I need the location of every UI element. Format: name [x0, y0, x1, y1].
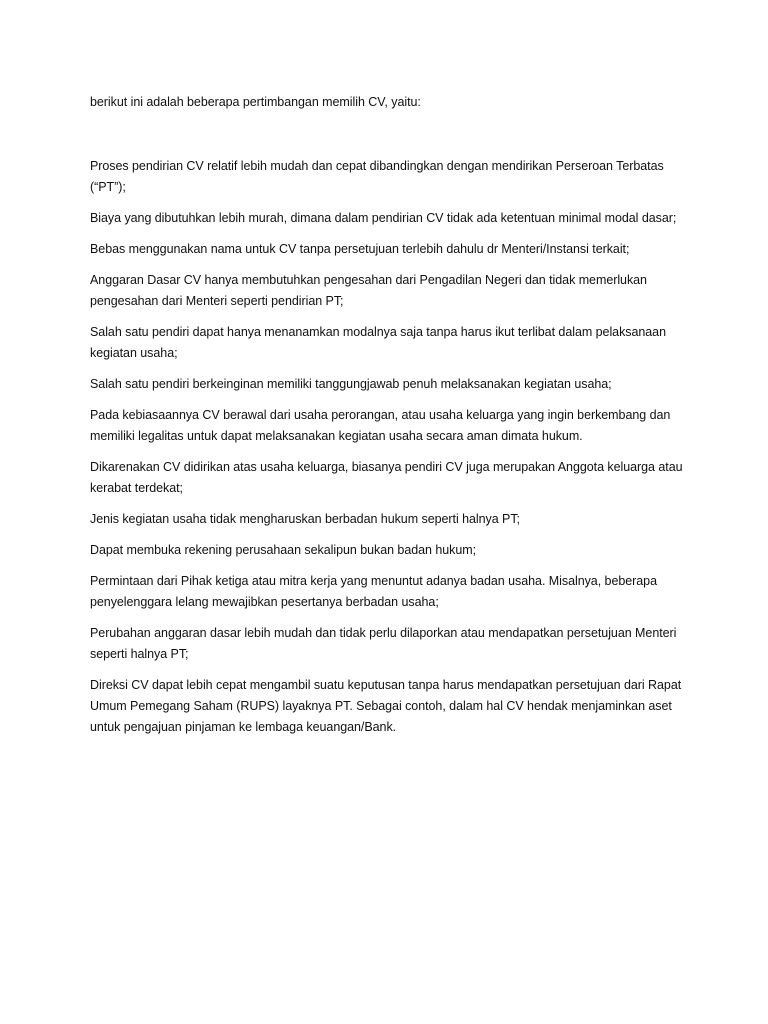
paragraph-6: Salah satu pendiri berkeinginan memiliki tanggungjawab penuh melaksanakan kegiatan usaha;: [90, 377, 612, 391]
paragraph-3: Bebas menggunakan nama untuk CV tanpa persetujuan terlebih dahulu dr Menteri/Instansi terkait;: [90, 242, 630, 256]
intro-paragraph: berikut ini adalah beberapa pertimbangan memilih CV, yaitu:: [90, 95, 421, 109]
paragraph-12: Perubahan anggaran dasar lebih mudah dan tidak perlu dilaporkan atau mendapatkan persetujuan Menteri seperti halnya PT;: [90, 626, 677, 661]
paragraph-9: Jenis kegiatan usaha tidak mengharuskan berbadan hukum seperti halnya PT;: [90, 512, 520, 526]
paragraph-13: Direksi CV dapat lebih cepat mengambil suatu keputusan tanpa harus mendapatkan persetujuan dari Rapat Umum Pemegang Saham (RUPS) layaknya PT. Sebagai contoh, dalam hal CV hendak menjaminkan aset untuk pengajuan pinjaman ke lembaga keuangan/Bank.: [90, 678, 682, 734]
paragraph-1: Proses pendirian CV relatif lebih mudah dan cepat dibandingkan dengan mendirikan Perseroan Terbatas (“PT”);: [90, 159, 664, 194]
paragraph-8: Dikarenakan CV didirikan atas usaha keluarga, biasanya pendiri CV juga merupakan Anggota keluarga atau kerabat terdekat;: [90, 460, 683, 495]
paragraph-2: Biaya yang dibutuhkan lebih murah, dimana dalam pendirian CV tidak ada ketentuan minimal modal dasar;: [90, 211, 677, 225]
document-body: [90, 92, 690, 748]
paragraph-7: Pada kebiasaannya CV berawal dari usaha perorangan, atau usaha keluarga yang ingin berkembang dan memiliki legalitas untuk dapat melaksanakan kegiatan usaha secara aman dimata hukum.: [90, 408, 671, 443]
paragraph-4: Anggaran Dasar CV hanya membutuhkan pengesahan dari Pengadilan Negeri dan tidak memerlukan pengesahan dari Menteri seperti pendirian PT;: [90, 273, 647, 308]
paragraph-10: Dapat membuka rekening perusahaan sekalipun bukan badan hukum;: [90, 543, 477, 557]
paragraph-5: Salah satu pendiri dapat hanya menanamkan modalnya saja tanpa harus ikut terlibat dalam pelaksanaan kegiatan usaha;: [90, 325, 666, 360]
paragraph-11: Permintaan dari Pihak ketiga atau mitra kerja yang menuntut adanya badan usaha. Misalnya, beberapa penyelenggara lelang mewajibkan pesertanya berbadan usaha;: [90, 574, 657, 609]
